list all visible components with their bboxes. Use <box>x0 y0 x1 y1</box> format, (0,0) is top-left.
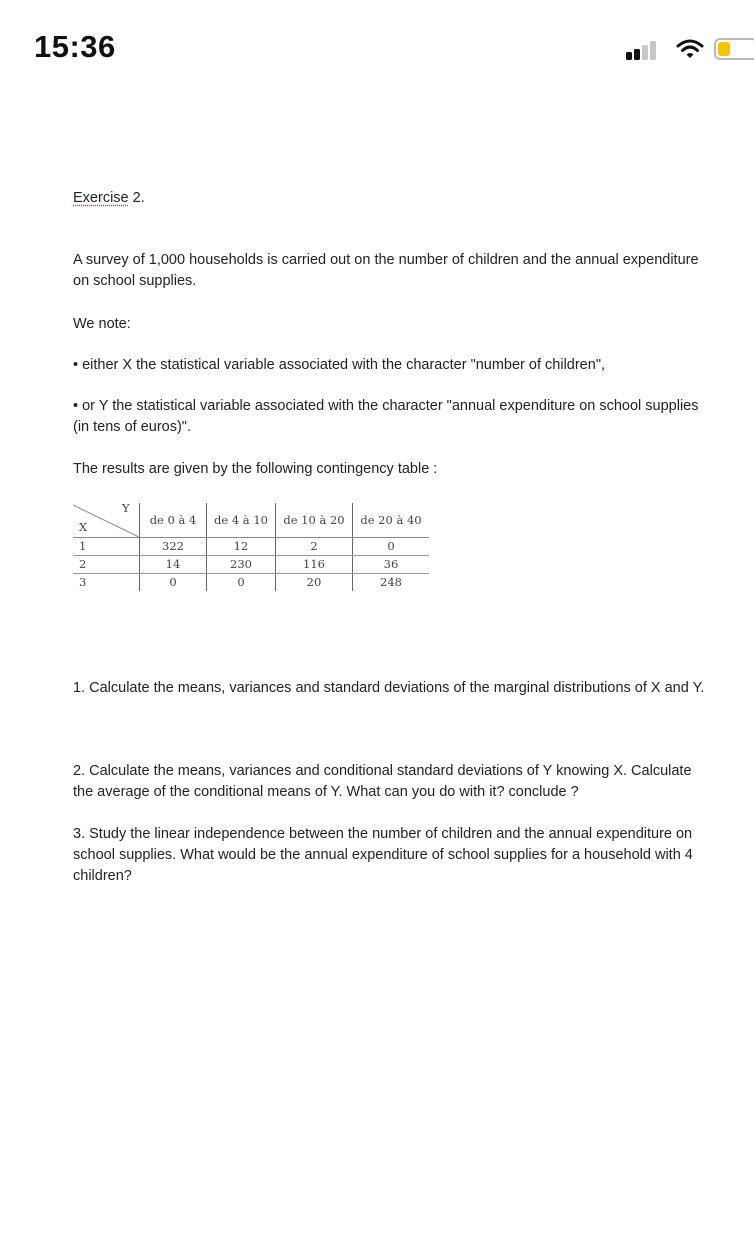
table-cell: 12 <box>207 538 276 556</box>
cellular-signal-icon <box>626 40 662 60</box>
question-3: 3. Study the linear independence between the number of children and the annual expenditure on school supplies. What would be the annual expenditure of school supplies for a household with 4 children? <box>73 826 693 884</box>
signal-bar-2 <box>634 49 640 60</box>
we-note-text: We note: <box>73 316 131 332</box>
table-cell: 116 <box>276 556 353 574</box>
status-bar <box>0 0 754 100</box>
exercise-heading <box>73 188 713 209</box>
table-corner-cell <box>73 503 140 538</box>
status-time: 15:36 <box>34 29 116 64</box>
table-row <box>73 538 429 556</box>
table-cell: 248 <box>353 574 430 592</box>
table-cell: 0 <box>207 574 276 592</box>
table-cell: 20 <box>276 574 353 592</box>
battery-level <box>718 42 730 56</box>
signal-bar-4 <box>650 41 656 60</box>
y-axis-label: Y <box>122 501 130 515</box>
row-label: 3 <box>79 575 87 589</box>
table-cell: 0 <box>353 538 430 556</box>
column-header: de 4 à 10 <box>207 503 276 538</box>
x-axis-label: X <box>79 520 88 534</box>
column-header: de 0 à 4 <box>140 503 207 538</box>
row-label: 2 <box>73 556 140 574</box>
contingency-table <box>73 503 429 591</box>
table-cell: 36 <box>353 556 430 574</box>
bullet-y: • or Y the statistical variable associated with the character "annual expenditure on school supplies (in tens of euros)". <box>73 398 699 435</box>
table-row <box>73 556 429 574</box>
question-1: 1. Calculate the means, variances and standard deviations of the marginal distributions of X and Y. <box>73 680 705 696</box>
row-label: 1 <box>73 538 140 556</box>
table-cell: 0 <box>140 574 207 592</box>
table-cell: 14 <box>140 556 207 574</box>
results-intro: The results are given by the following contingency table : <box>73 461 438 477</box>
intro-paragraph: A survey of 1,000 households is carried out on the number of children and the annual expenditure on school supplies. <box>73 252 699 289</box>
table-cell: 2 <box>276 538 353 556</box>
signal-bar-3 <box>642 45 648 60</box>
column-header: de 20 à 40 <box>353 503 430 538</box>
column-header: de 10 à 20 <box>276 503 353 538</box>
question-2: 2. Calculate the means, variances and conditional standard deviations of Y knowing X. Calculate the average of the conditional means of Y. What can you do with it? conclude ? <box>73 763 692 800</box>
table-header-row <box>73 503 429 538</box>
signal-bar-1 <box>626 52 632 60</box>
bullet-x: • either X the statistical variable associated with the character "number of children", <box>73 357 605 373</box>
exercise-number: 2. <box>128 190 145 206</box>
table-cell: 322 <box>140 538 207 556</box>
battery-icon <box>714 38 754 60</box>
wifi-icon <box>676 38 704 60</box>
table-cell: 230 <box>207 556 276 574</box>
table-row <box>73 574 429 592</box>
exercise-word: Exercise <box>73 190 129 206</box>
